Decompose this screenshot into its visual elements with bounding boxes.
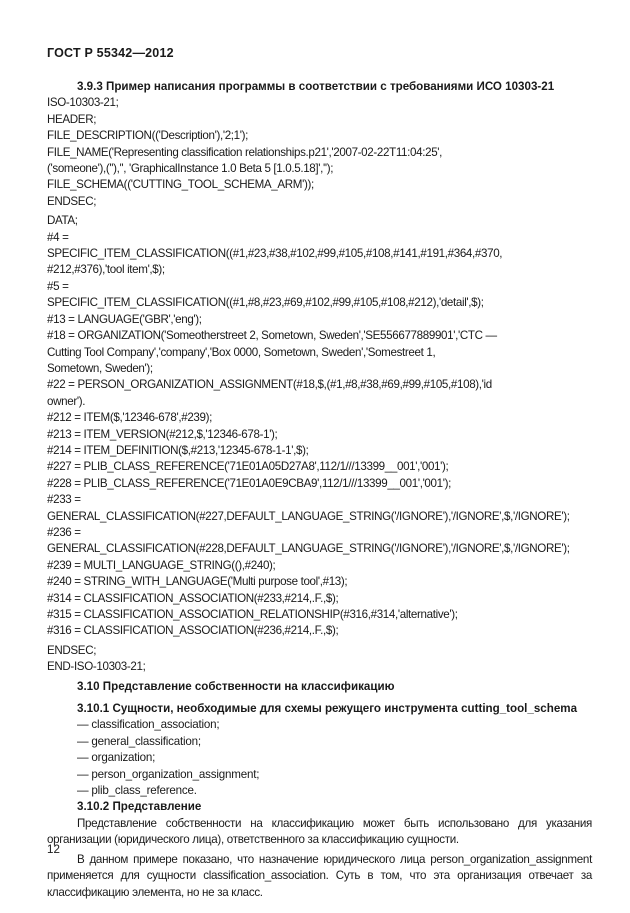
code-footer-block bbox=[47, 643, 592, 676]
code-line: FILE_NAME('Representing classification relationships.p21','2007-02-22T11:04:25', bbox=[47, 145, 443, 159]
code-header-block bbox=[47, 95, 592, 210]
code-line: #212,#376),'tool item',$); bbox=[47, 263, 165, 277]
code-line: #228 = PLIB_CLASS_REFERENCE('71E01A0E9CBA9',112/1///13399__001','001'); bbox=[47, 476, 451, 490]
paragraph: Представление собственности на классификацию может быть использовано для указания организации (юридического лица), ответственного за классификацию сущности. bbox=[47, 816, 592, 847]
section-title-3-10: 3.10 Представление собственности на классификацию bbox=[77, 679, 395, 693]
code-line: SPECIFIC_ITEM_CLASSIFICATION((#1,#23,#38,#102,#99,#105,#108,#141,#191,#364,#370, bbox=[47, 247, 503, 261]
code-line: #316 = CLASSIFICATION_ASSOCIATION(#236,#214,.F.,$); bbox=[47, 624, 339, 638]
code-line: ENDSEC; bbox=[47, 194, 97, 208]
code-line: #314 = CLASSIFICATION_ASSOCIATION(#233,#214,.F.,$); bbox=[47, 591, 339, 605]
page-number: 12 bbox=[47, 843, 60, 856]
code-line: Sometown, Sweden'); bbox=[47, 361, 153, 375]
list-item: — classification_association; bbox=[77, 718, 220, 732]
code-line: GENERAL_CLASSIFICATION(#227,DEFAULT_LANGUAGE_STRING('/IGNORE'),'/IGNORE',$,'/IGNORE'); bbox=[47, 509, 570, 523]
code-line: HEADER; bbox=[47, 112, 97, 126]
list-item: — organization; bbox=[77, 751, 156, 765]
entity-list bbox=[47, 717, 592, 799]
code-line: #213 = ITEM_VERSION(#212,$,'12346-678-1'); bbox=[47, 427, 278, 441]
code-line: #5 = bbox=[47, 279, 69, 293]
code-line: #13 = LANGUAGE('GBR','eng'); bbox=[47, 312, 202, 326]
code-line: #4 = bbox=[47, 230, 69, 244]
code-line: Cutting Tool Company','company','Box 0000, Sometown, Sweden','Somestreet 1, bbox=[47, 345, 436, 359]
code-line: #239 = MULTI_LANGUAGE_STRING((),#240); bbox=[47, 558, 276, 572]
code-line: FILE_SCHEMA(('CUTTING_TOOL_SCHEMA_ARM')); bbox=[47, 178, 314, 192]
code-data-block bbox=[47, 213, 592, 640]
section-title-3-10-1: 3.10.1 Сущности, необходимые для схемы режущего инструмента cutting_tool_schema bbox=[77, 702, 578, 716]
code-line: DATA; bbox=[47, 214, 78, 228]
code-line: ENDSEC; bbox=[47, 643, 97, 657]
section-title-3-9-3: 3.9.3 Пример написания программы в соответствии с требованиями ИСО 10303-21 bbox=[77, 80, 555, 93]
section-3-9-3 bbox=[47, 79, 592, 901]
code-line: #315 = CLASSIFICATION_ASSOCIATION_RELATIONSHIP(#316,#314,'alternative'); bbox=[47, 608, 458, 621]
code-line: #22 = PERSON_ORGANIZATION_ASSIGNMENT(#18,$,(#1,#8,#38,#69,#99,#105,#108),'id bbox=[47, 378, 492, 392]
code-line: ISO-10303-21; bbox=[47, 96, 119, 110]
list-item: — plib_class_reference. bbox=[77, 784, 197, 798]
code-line: #214 = ITEM_DEFINITION($,#213,'12345-678-1-1',$); bbox=[47, 443, 309, 457]
code-line: #233 = bbox=[47, 493, 81, 507]
code-line: #227 = PLIB_CLASS_REFERENCE('71E01A05D27A8',112/1///13399__001','001'); bbox=[47, 460, 449, 474]
code-line: owner'). bbox=[47, 394, 86, 408]
list-item: — general_classification; bbox=[77, 734, 201, 748]
code-line: GENERAL_CLASSIFICATION(#228,DEFAULT_LANGUAGE_STRING('/IGNORE'),'/IGNORE',$,'/IGNORE'); bbox=[47, 542, 570, 556]
section-title-3-10-2: 3.10.2 Представление bbox=[77, 800, 202, 814]
code-line: FILE_DESCRIPTION(('Description'),'2;1'); bbox=[47, 129, 249, 143]
standard-header: ГОСТ Р 55342—2012 bbox=[47, 46, 174, 60]
code-line: #18 = ORGANIZATION('Someotherstreet 2, Sometown, Sweden','SE556677889901','CTC — bbox=[47, 329, 497, 343]
list-item: — person_organization_assignment; bbox=[77, 767, 260, 781]
paragraph: В данном примере показано, что назначение юридического лица person_organization_assignment применяется для сущности classification_association. Суть в том, что эта организация отвечает за классификацию элемента, но не за класс. bbox=[47, 852, 592, 899]
code-line: ('someone'),(''),'', 'GraphicalInstance 1.0 Beta 5 [1.0.5.18]',''); bbox=[47, 162, 334, 176]
code-line: #236 = bbox=[47, 525, 81, 539]
code-line: #240 = STRING_WITH_LANGUAGE('Multi purpose tool',#13); bbox=[47, 575, 348, 589]
code-line: END-ISO-10303-21; bbox=[47, 660, 146, 674]
code-line: #212 = ITEM($,'12346-678',#239); bbox=[47, 411, 212, 425]
code-line: SPECIFIC_ITEM_CLASSIFICATION((#1,#8,#23,#69,#102,#99,#105,#108,#212),'detail',$); bbox=[47, 296, 484, 310]
